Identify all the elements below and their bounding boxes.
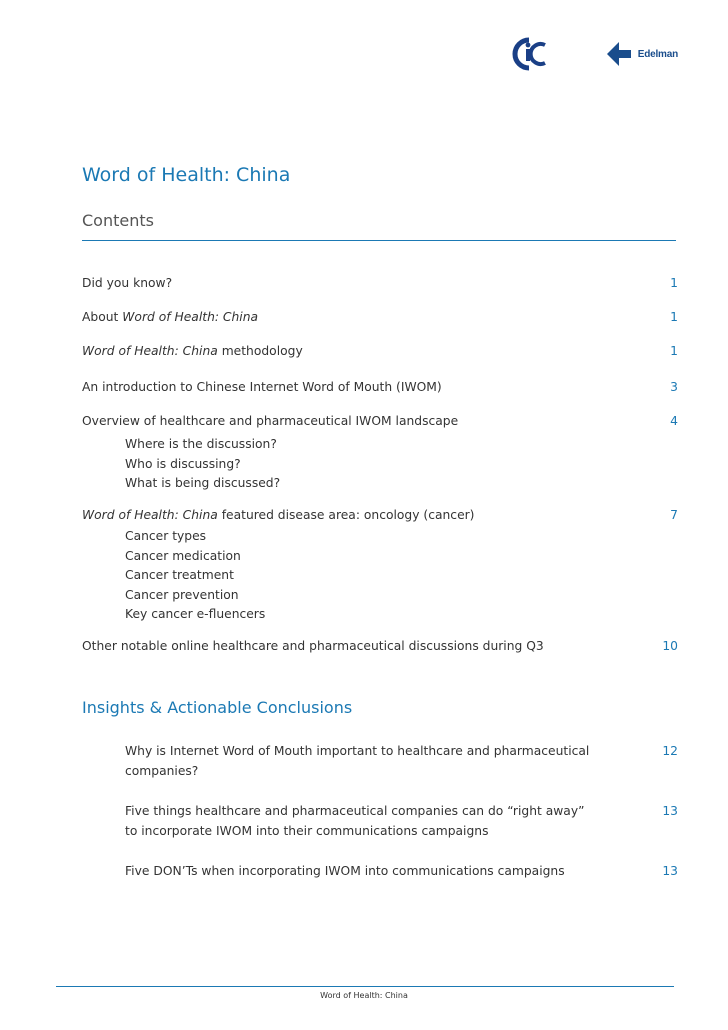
toc-entry-label: Overview of healthcare and pharmaceutical IWOM landscape [82,414,459,428]
toc-page-number: 4 [670,414,678,428]
cic-logo [511,36,549,72]
toc-entry[interactable] [82,508,678,522]
document-title: Word of Health: China [82,164,291,186]
edelman-wordmark: Edelman [637,48,678,60]
edelman-mark-icon [603,38,635,70]
toc-entry-label: Other notable online healthcare and pharmaceutical discussions during Q3 [82,639,544,653]
toc-subentry[interactable]: Cancer prevention [125,587,239,602]
edelman-logo [603,38,678,70]
insight-entry[interactable] [125,861,678,881]
toc-entry[interactable] [82,380,678,394]
toc-entry-label: Word of Health: China methodology [82,344,303,358]
toc-entry[interactable] [82,414,678,428]
insight-page-number: 12 [662,744,678,758]
toc-subentry[interactable]: Key cancer e-fluencers [125,607,266,622]
toc-subentry[interactable]: Cancer medication [125,548,241,563]
insight-page-number: 13 [662,864,678,878]
insights-heading: Insights & Actionable Conclusions [82,698,353,717]
heading-divider [82,240,676,241]
insight-entry[interactable] [125,801,678,841]
footer-divider [56,986,674,987]
contents-heading: Contents [82,211,154,230]
insight-entry-label: Five things healthcare and pharmaceutical companies can do “right away” to incorporate IWOM into their communications campaigns [125,804,585,838]
toc-entry[interactable] [82,344,678,358]
toc-page-number: 1 [670,276,678,290]
toc-subentry[interactable]: Who is discussing? [125,456,241,471]
toc-page-number: 7 [670,508,678,522]
toc-page-number: 1 [670,310,678,324]
toc-entry[interactable] [82,276,678,290]
toc-entry-label: About Word of Health: China [82,310,259,324]
footer-title: Word of Health: China [320,991,408,1000]
toc-subentry[interactable]: Where is the discussion? [125,437,277,451]
toc-page-number: 3 [670,380,678,394]
insight-entry-label: Why is Internet Word of Mouth important to healthcare and pharmaceutical companies? [125,744,590,778]
toc-page-number: 10 [662,639,678,653]
header-logos [511,34,678,74]
insight-entry[interactable] [125,741,678,781]
toc-subentry[interactable]: Cancer treatment [125,568,234,583]
toc-entry-label: Did you know? [82,276,173,290]
toc-entry-label: Word of Health: China featured disease area: oncology (cancer) [82,508,475,522]
toc-entry[interactable] [82,310,678,324]
toc-subentry[interactable]: What is being discussed? [125,476,281,491]
insight-page-number: 13 [662,804,678,818]
toc-entry[interactable] [82,639,678,653]
insight-entry-label: Five DON’Ts when incorporating IWOM into communications campaigns [125,864,565,878]
toc-entry-label: An introduction to Chinese Internet Word of Mouth (IWOM) [82,380,442,394]
toc-subentry[interactable]: Cancer types [125,529,207,543]
toc-page-number: 1 [670,344,678,358]
